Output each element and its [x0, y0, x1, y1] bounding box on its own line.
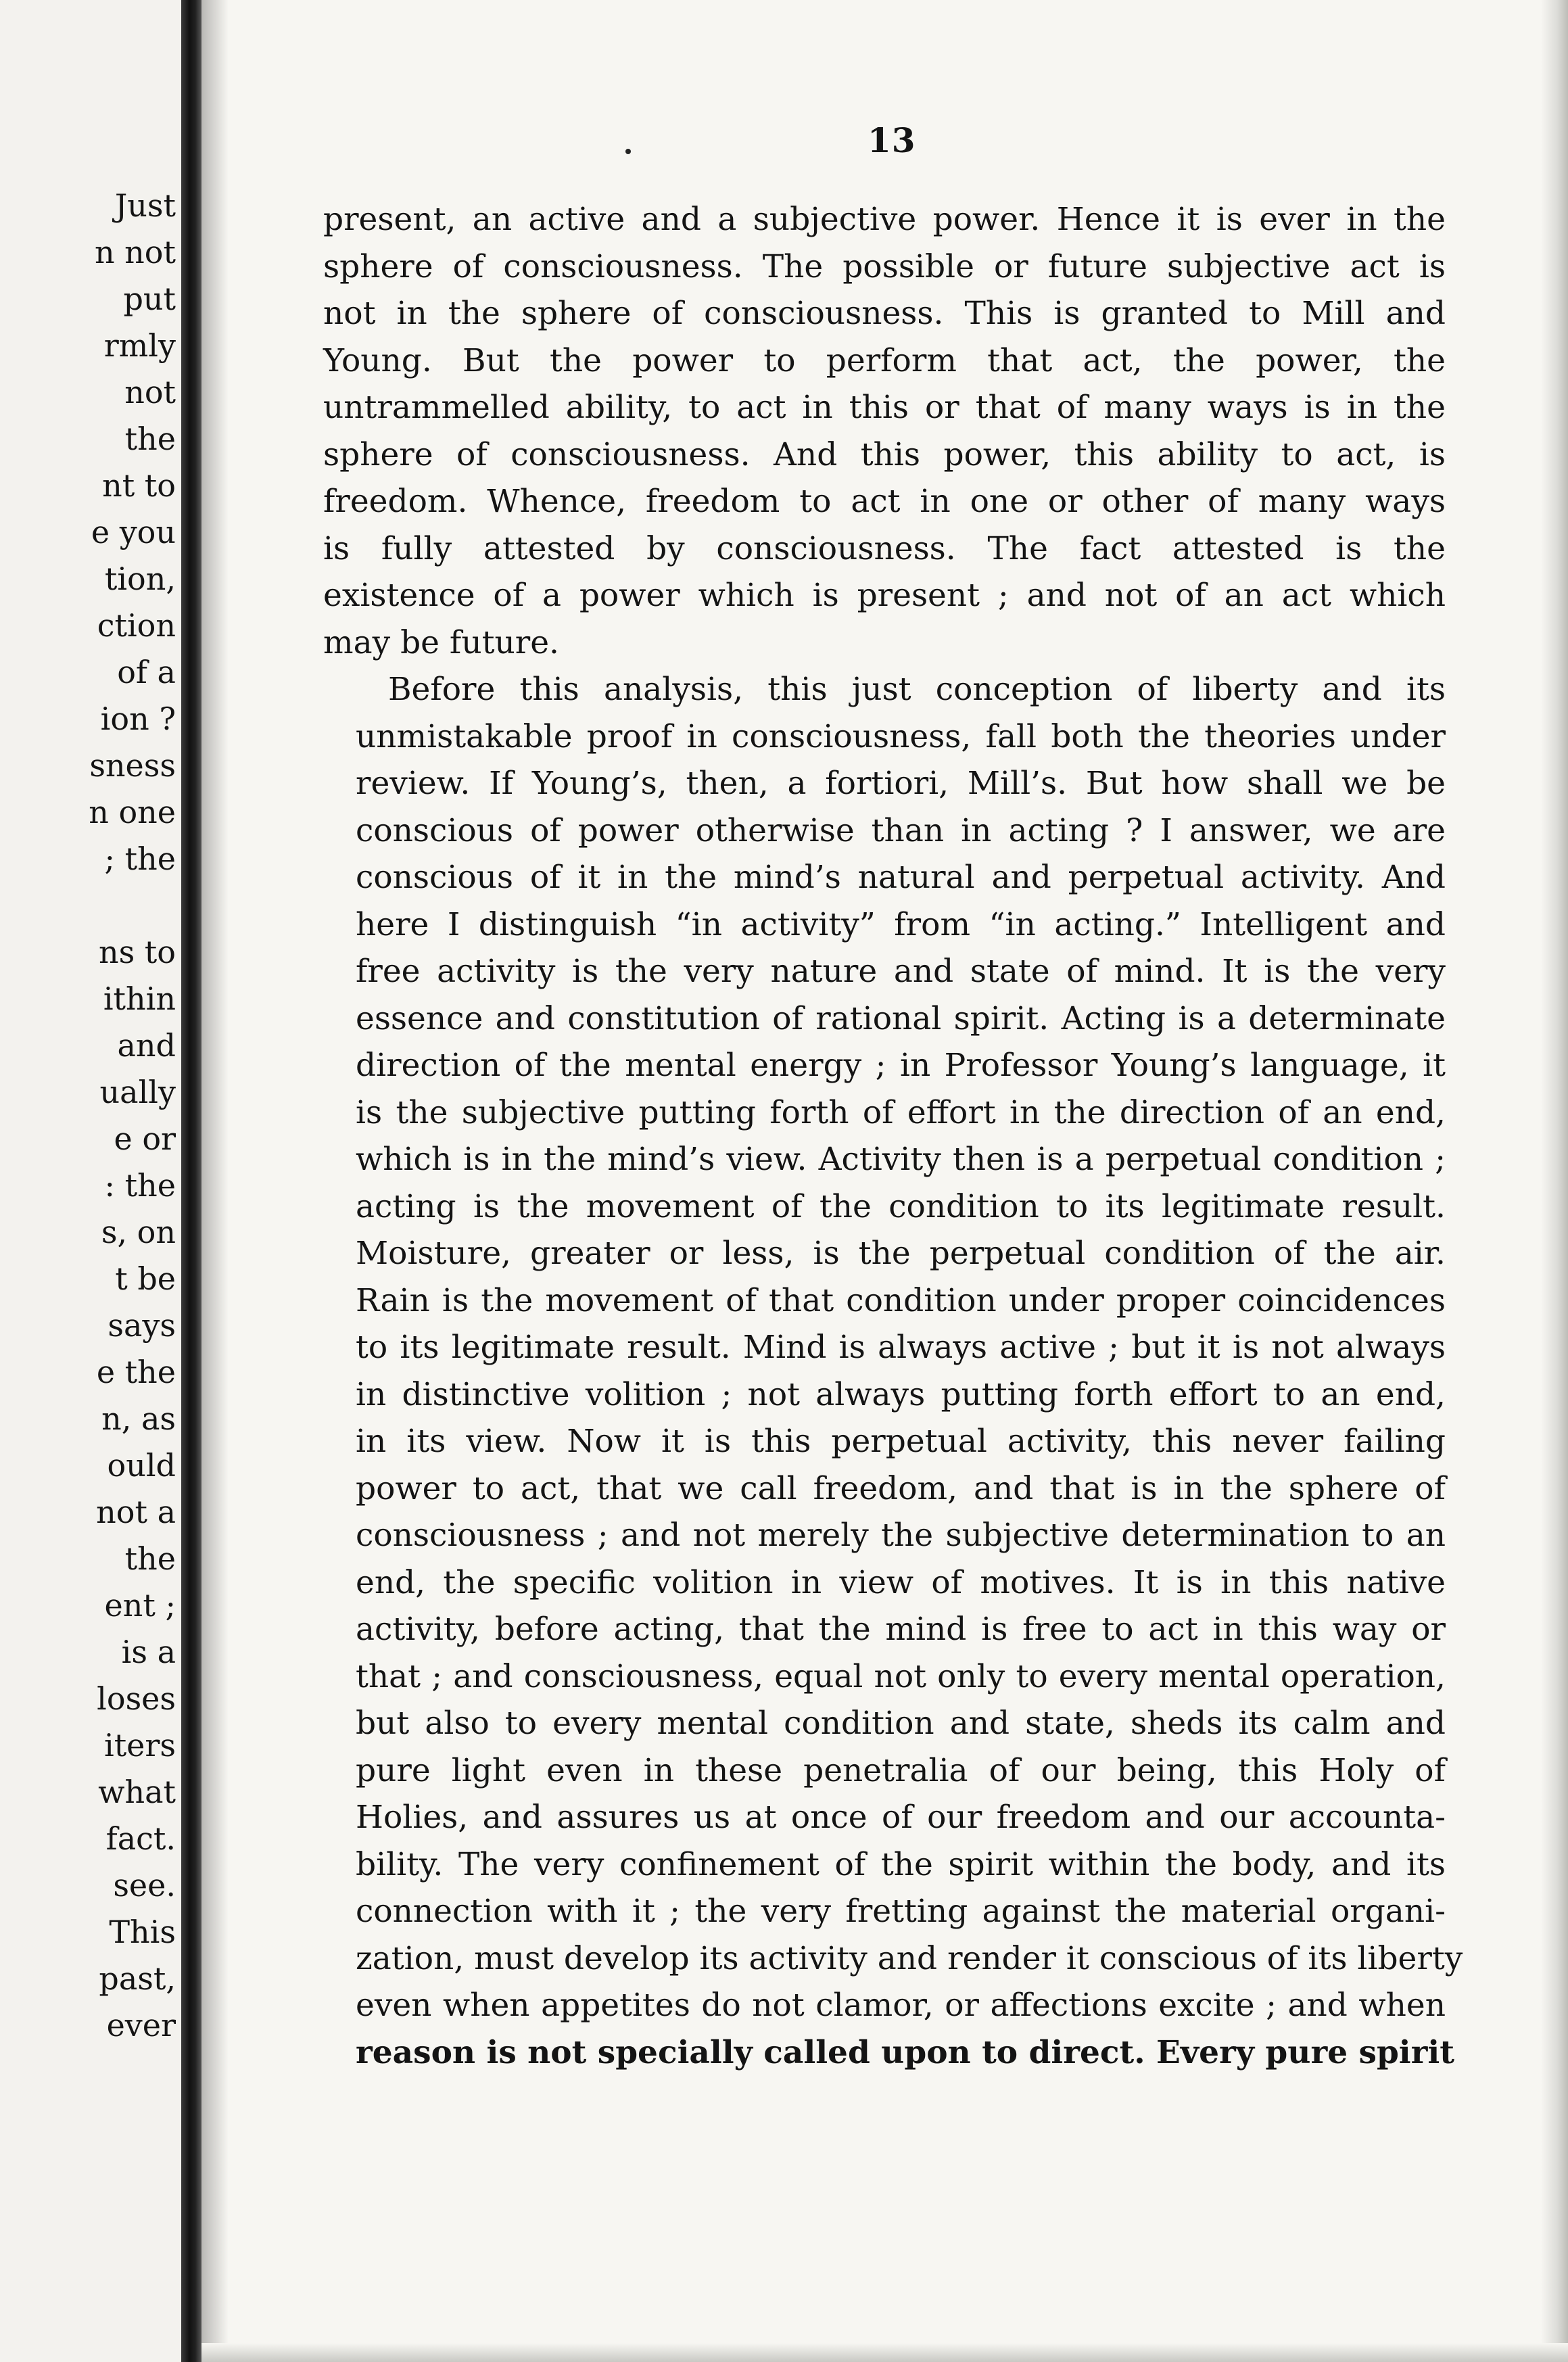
facing-page-line: n one: [89, 794, 176, 830]
text-line: in its view. Now it is this perpetual activity, this never failing: [356, 1423, 1446, 1460]
facing-page-line: n, as: [101, 1400, 176, 1437]
facing-page-line: past,: [99, 1960, 176, 1997]
facing-page-line: see.: [113, 1867, 176, 1904]
text-line: untrammelled ability, to act in this or that of many ways is in the: [323, 389, 1446, 426]
facing-page-line: ually: [99, 1074, 176, 1110]
facing-page-line: the: [124, 1540, 176, 1577]
text-line: Young. But the power to perform that act, the power, the: [323, 341, 1446, 379]
text-line: is fully attested by consciousness. The fact attested is the: [323, 529, 1446, 567]
facing-page-fragment: [0, 0, 181, 2362]
text-line: essence and constitution of rational spirit. Acting is a determinate: [356, 999, 1446, 1037]
facing-page-line: ever: [106, 2007, 176, 2044]
print-speck: [625, 149, 631, 154]
text-line: review. If Young’s, then, a fortiori, Mill’s. But how shall we be: [356, 765, 1446, 802]
facing-page-line: [89, 882, 176, 929]
facing-page-line: ent ;: [104, 1587, 176, 1624]
facing-page-line: ns to: [98, 934, 176, 970]
gutter-shadow: [201, 0, 229, 2362]
text-line: sphere of consciousness. And this power, this ability to act, is: [323, 435, 1446, 473]
text-line: free activity is the very nature and state of mind. It is the very: [356, 953, 1446, 990]
text-line: that ; and consciousness, equal not only to every mental operation,: [356, 1657, 1446, 1695]
facing-page-line: not a: [96, 1494, 176, 1530]
facing-page-line: rmly: [103, 327, 176, 364]
paragraph: [323, 196, 1446, 666]
facing-page-line: what: [98, 1774, 176, 1810]
facing-page-line: ithin: [103, 981, 176, 1017]
text-line: acting is the movement of the condition to its legitimate result.: [356, 1187, 1446, 1225]
text-line: activity, before acting, that the mind is free to act in this way or: [356, 1611, 1446, 1648]
text-line: direction of the mental energy ; in Professor Young’s language, it: [356, 1047, 1446, 1084]
text-line: connection with it ; the very fretting against the material organi-: [356, 1893, 1446, 1930]
facing-page-line: ould: [107, 1447, 176, 1484]
text-line: is the subjective putting forth of effort in the direction of an end,: [356, 1093, 1446, 1131]
book-gutter: [181, 0, 201, 2362]
text-line: which is in the mind’s view. Activity then is a perpetual condition ;: [356, 1141, 1446, 1178]
text-line: but also to every mental condition and state, sheds its calm and: [356, 1705, 1446, 1742]
facing-page-line: Just: [114, 187, 176, 224]
facing-page-line: n not: [94, 234, 176, 270]
facing-page-line: loses: [97, 1680, 176, 1717]
facing-page-line: sness: [89, 747, 176, 784]
text-line: here I distinguish “in activity” from “in acting.” Intelligent and: [356, 905, 1446, 943]
text-line: Holies, and assures us at once of our freedom and our accounta-: [356, 1799, 1446, 1836]
text-line: pure light even in these penetralia of our being, this Holy of: [356, 1751, 1446, 1789]
text-line: conscious of power otherwise than in acting ? I answer, we are: [356, 811, 1446, 849]
facing-page-line: e you: [91, 514, 176, 550]
text-line: Before this analysis, this just conception of liberty and its: [388, 671, 1446, 708]
facing-page-text-fragments: [89, 183, 176, 2049]
page-number: 13: [868, 120, 916, 160]
facing-page-line: and: [117, 1027, 176, 1064]
text-line: sphere of consciousness. The possible or future subjective act is: [323, 247, 1446, 285]
facing-page-line: t be: [115, 1260, 176, 1297]
text-line: unmistakable proof in consciousness, fall both the theories under: [356, 717, 1446, 755]
text-line: even when appetites do not clamor, or affections excite ; and when: [356, 1987, 1446, 2024]
facing-page-line: e the: [96, 1354, 176, 1390]
page-edge-bottom: [201, 2343, 1568, 2362]
facing-page-line: not: [124, 374, 176, 410]
facing-page-line: iters: [103, 1727, 176, 1764]
text-line: present, an active and a subjective power. Hence it is ever in the: [323, 201, 1446, 238]
facing-page-line: This: [109, 1914, 176, 1950]
text-line: power to act, that we call freedom, and that is in the sphere of: [356, 1469, 1446, 1507]
facing-page-line: put: [123, 281, 176, 317]
facing-page-line: ; the: [104, 841, 176, 877]
facing-page-line: s, on: [101, 1214, 176, 1250]
text-line: may be future.: [323, 623, 559, 661]
text-line: end, the specific volition in view of motives. It is in this native: [356, 1563, 1446, 1601]
text-line: freedom. Whence, freedom to act in one or other of many ways: [323, 483, 1446, 520]
text-line: conscious of it in the mind’s natural and perpetual activity. And: [356, 859, 1446, 896]
text-line: in distinctive volition ; not always putting forth effort to an end,: [356, 1375, 1446, 1413]
facing-page-line: tion,: [104, 561, 176, 597]
text-line: bility. The very confinement of the spirit within the body, and its: [356, 1845, 1446, 1883]
text-line: existence of a power which is present ; and not of an act which: [323, 577, 1446, 614]
facing-page-line: ion ?: [100, 701, 176, 737]
facing-page-line: e or: [114, 1120, 176, 1157]
facing-page-line: nt to: [102, 467, 176, 504]
facing-page-line: is a: [121, 1634, 176, 1670]
text-line: not in the sphere of consciousness. This is granted to Mill and: [323, 295, 1446, 332]
facing-page-line: fact.: [105, 1820, 176, 1857]
facing-page-line: ction: [97, 607, 176, 644]
text-line: reason is not specially called upon to direct. Every pure spirit: [356, 2033, 1454, 2071]
page-edge-right: [1541, 0, 1568, 2362]
facing-page-line: the: [124, 421, 176, 457]
page-body-text: [323, 196, 1463, 2076]
text-line: Moisture, greater or less, is the perpetual condition of the air.: [356, 1235, 1446, 1272]
text-line: zation, must develop its activity and render it conscious of its liberty: [356, 1939, 1463, 1977]
facing-page-line: of a: [117, 654, 176, 690]
facing-page-line: : the: [104, 1167, 176, 1204]
facing-page-line: says: [108, 1307, 176, 1344]
text-line: to its legitimate result. Mind is always active ; but it is not always: [356, 1329, 1446, 1366]
text-line: consciousness ; and not merely the subjective determination to an: [356, 1517, 1446, 1554]
text-line: Rain is the movement of that condition under proper coincidences: [356, 1281, 1446, 1319]
paragraph: [323, 666, 1463, 2076]
